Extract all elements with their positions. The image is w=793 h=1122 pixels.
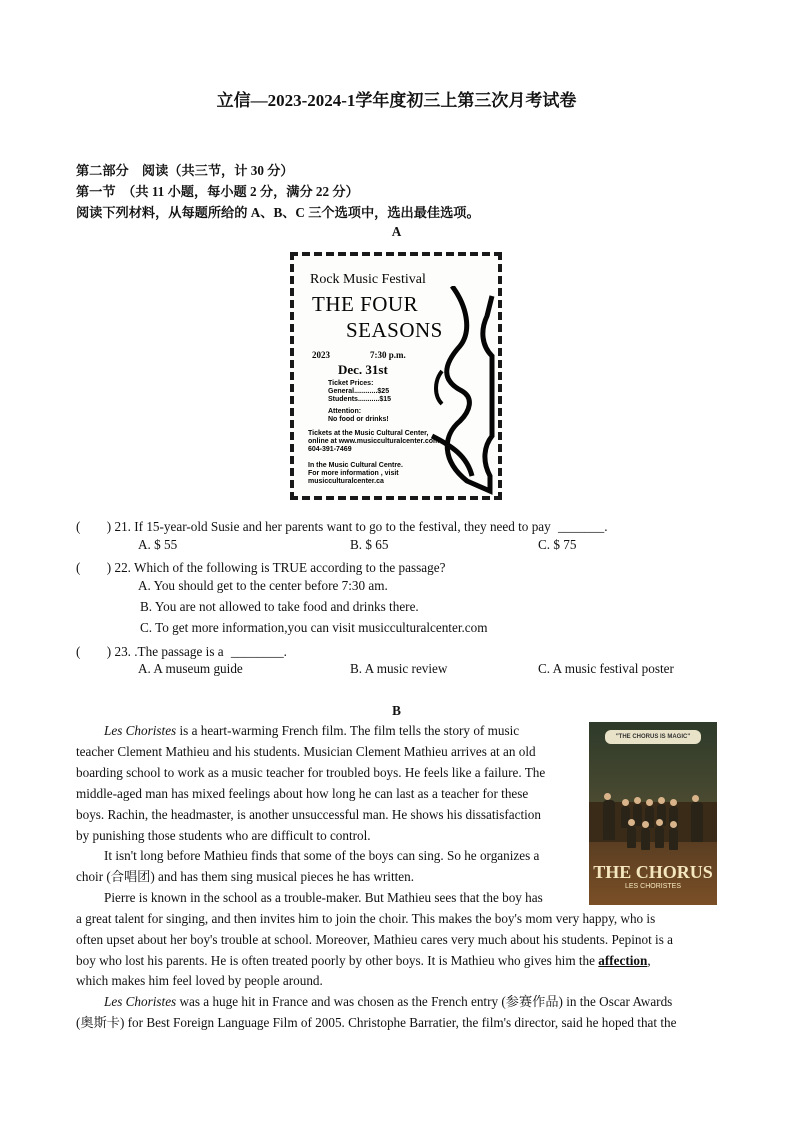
passage-line: Pierre is known in the school as a trouble-maker. But Mathieu sees that the boy has — [104, 890, 543, 905]
poster-date: Dec. 31st — [338, 362, 388, 377]
answer-blank: ________. — [230, 644, 287, 659]
part-heading: 第二部分 阅读（共三节，计 30 分） — [76, 163, 294, 178]
passage-line: middle-aged man has mixed feelings about how long he can last as a teacher for these — [76, 786, 529, 801]
option-21a: A. $ 55 — [138, 537, 178, 552]
film-title: Les Choristes — [104, 994, 177, 1009]
option-21b: B. $ 65 — [350, 537, 389, 552]
poster-prices — [328, 380, 391, 404]
answer-blank: _______. — [558, 519, 608, 534]
poster-banner: "THE CHORUS IS MAGIC" — [605, 730, 701, 744]
question-stem: 22. Which of the following is TRUE according to the passage? — [114, 560, 446, 575]
venue-line1: In the Music Cultural Centre. — [308, 462, 403, 469]
phone-number: 604-391-7469 — [308, 446, 352, 453]
instructions: 阅读下列材料，从每题所给的 A、B、C 三个选项中，选出最佳选项。 — [76, 205, 480, 220]
option-22b: B. You are not allowed to take food and drinks there. — [140, 599, 419, 614]
poster-time: 7:30 p.m. — [370, 350, 406, 360]
section-b-label: B — [392, 703, 401, 718]
passage-line: choir (合唱团) and has them sing musical pieces he has written. — [76, 869, 415, 884]
passage-text: , — [647, 953, 651, 968]
option-23c: C. A music festival poster — [538, 661, 674, 676]
option-21c: C. $ 75 — [538, 537, 577, 552]
choir-boy — [627, 826, 636, 848]
passage-line — [104, 721, 519, 742]
passage-line: a great talent for singing, and then invites him to join the choir. This makes the boy's mom very happy, who is — [76, 911, 656, 926]
answer-paren[interactable]: ( ) — [76, 560, 112, 575]
choir-boy — [641, 828, 650, 850]
no-food-note: No food or drinks! — [328, 416, 389, 423]
question-21 — [76, 516, 607, 535]
poster-attention — [328, 408, 389, 424]
venue-line2: For more information , visit — [308, 470, 399, 477]
answer-paren[interactable]: ( ) — [76, 644, 112, 659]
passage-line: by punishing those students who are difficult to control. — [76, 828, 371, 843]
question-23 — [76, 641, 287, 660]
option-22c: C. To get more information,you can visit musicculturalcenter.com — [140, 620, 488, 635]
poster-tickets — [308, 430, 439, 454]
passage-text: was a huge hit in France and was chosen as the French entry (参赛作品) in the Oscar Awards — [176, 994, 673, 1009]
section-a-label: A — [391, 224, 402, 239]
price-general: General............$25 — [328, 388, 390, 395]
passage-line — [104, 992, 672, 1013]
passage-text: is a heart-warming French film. The film tells the story of music — [176, 723, 520, 738]
ticket-label: Ticket Prices: — [328, 380, 374, 387]
choir-boy — [655, 826, 664, 848]
teacher-figure — [691, 802, 703, 842]
poster-heading: Rock Music Festival — [310, 272, 426, 287]
passage-line: often upset about her boy's trouble at school. Moreover, Mathieu cares very much about his students. Pepinot is a — [76, 932, 673, 947]
answer-paren[interactable]: ( ) — [76, 519, 112, 534]
option-23a: A. A museum guide — [138, 661, 243, 676]
option-23b: B. A music review — [350, 661, 448, 676]
passage-line: which makes him feel loved by people around. — [76, 973, 323, 988]
exam-title: 立信—2023-2024-1学年度初三上第三次月考试卷 — [216, 91, 577, 110]
poster-venue — [308, 462, 403, 486]
violin-icon — [412, 286, 498, 496]
poster-title-line2: SEASONS — [346, 318, 443, 342]
chorus-movie-poster-image — [589, 722, 717, 905]
section-heading: 第一节 （共 11 小题，每小题 2 分，满分 22 分） — [76, 184, 359, 199]
movie-title: THE CHORUS — [593, 862, 713, 882]
question-22 — [76, 557, 445, 576]
underlined-word: affection — [598, 953, 648, 968]
passage-text: boy who lost his parents. He is often treated poorly by other boys. It is Mathieu who gives him the — [76, 953, 599, 968]
passage-line: It isn't long before Mathieu finds that some of the boys can sing. So he organizes a — [104, 848, 540, 863]
venue-line3: musicculturalcenter.ca — [308, 478, 384, 485]
option-22a: A. You should get to the center before 7:30 am. — [138, 578, 388, 593]
teacher-figure — [603, 800, 615, 840]
tickets-line1: Tickets at the Music Cultural Center, — [308, 430, 429, 437]
passage-line: teacher Clement Mathieu and his students. Musician Clement Mathieu arrives at an old — [76, 744, 536, 759]
question-stem: 23. .The passage is a — [114, 644, 224, 659]
poster-year: 2023 — [312, 350, 330, 360]
festival-poster-image — [290, 252, 502, 500]
film-title: Les Choristes — [104, 723, 177, 738]
passage-line — [76, 951, 651, 972]
choir-boy — [669, 828, 678, 850]
passage-line: (奥斯卡) for Best Foreign Language Film of 2005. Christophe Barratier, the film's director, said he hoped that the — [76, 1015, 677, 1030]
passage-line: boarding school to work as a music teacher for troubled boys. He feels like a failure. The — [76, 765, 546, 780]
passage-line: boys. Rachin, the headmaster, is another unsuccessful man. He shows his dissatisfaction — [76, 807, 541, 822]
price-students: Students...........$15 — [328, 396, 392, 403]
attention-label: Attention: — [328, 408, 362, 415]
question-stem: 21. If 15-year-old Susie and her parents want to go to the festival, they need to pay — [114, 519, 551, 534]
tickets-line2: online at www.musicculturalcenter.com — [308, 438, 440, 445]
poster-title-line1: THE FOUR — [312, 292, 419, 316]
movie-subtitle: LES CHORISTES — [624, 883, 681, 890]
